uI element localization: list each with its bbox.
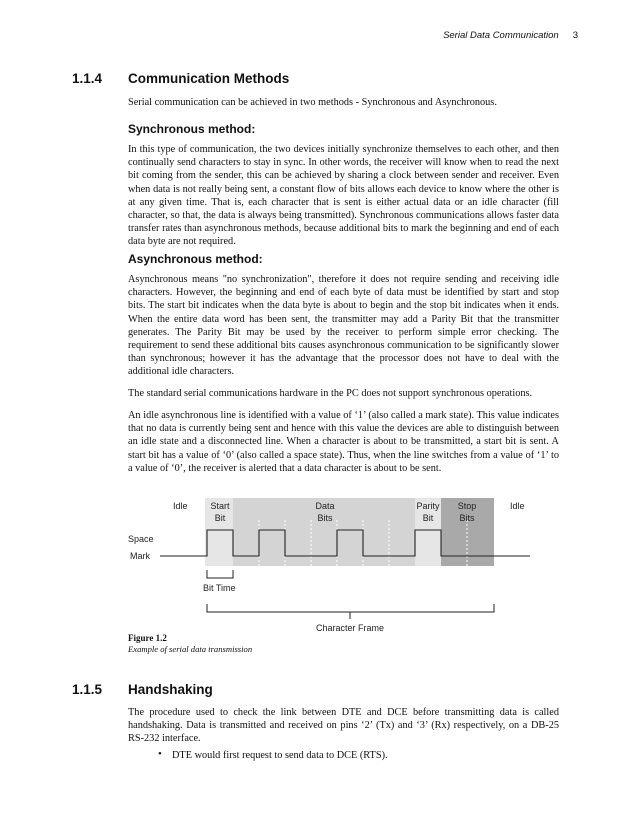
character-frame-bracket (207, 604, 494, 612)
label-idle-left: Idle (173, 501, 188, 511)
figure-caption: Example of serial data transmission (128, 644, 253, 654)
bullet-item: DTE would first request to send data to DCE (RTS). (172, 750, 388, 761)
async-heading: Asynchronous method: (128, 252, 263, 266)
label-stop-bits: Bits (459, 513, 475, 523)
label-data-bits: Bits (317, 513, 333, 523)
label-character-frame: Character Frame (316, 623, 385, 633)
section-number: 1.1.4 (72, 71, 103, 86)
header-title: Serial Data Communication (443, 30, 559, 41)
label-space: Space (128, 534, 154, 544)
figure-title: Figure 1.2 (128, 633, 167, 643)
async-paragraph-2: The standard serial communications hardware in the PC does not support synchronous operations. (128, 388, 533, 399)
section-title: Communication Methods (128, 71, 290, 86)
sync-heading: Synchronous method: (128, 122, 256, 136)
label-start: Start (210, 501, 230, 511)
section-intro: Serial communication can be achieved in two methods - Synchronous and Asynchronous. (128, 97, 497, 108)
section-title-2: Handshaking (128, 682, 213, 697)
label-mark: Mark (130, 551, 150, 561)
label-start-bit: Bit (214, 513, 226, 523)
handshaking-paragraph: The procedure used to check the link between DTE and DCE before transmitting data is called handshaking. Data is transmitted and received on pins ‘2’ (Tx) and ‘3’ (Rx) respectively, on a DB-25 RS-232 interface. (128, 707, 559, 745)
label-bit-time: Bit Time (203, 583, 236, 593)
label-data: Data (315, 501, 335, 511)
label-parity-bit: Bit (422, 513, 434, 523)
async-paragraph-1: Asynchronous means "no synchronization", therefore it does not require sending and receiving idle characters. However, the beginning and end of each byte of data must be identified by start and stop bits. The start bit indicates when the data byte is about to begin and the stop bit indicates when it ends. When the entire data word has been sent, the transmitter may add a Parity Bit that the transmitter generates. The Parity Bit may be used by the receiver to perform simple error checking. The requirement to send these additional bits causes asynchronous communication to be significantly slower than synchronous; however it has the advantage that the processor does not have to deal with the additional idle characters. (128, 274, 559, 378)
section-number-2: 1.1.5 (72, 682, 103, 697)
label-stop: Stop (457, 501, 477, 511)
bullet-icon: • (158, 748, 162, 760)
sync-paragraph: In this type of communication, the two devices initially synchronize themselves to each other, and then continually send characters to stay in sync. In other words, the receiver will know when to read the next bit coming from the sender, this can be achieved by sharing a clock between sender and receiver. Even when data is not really being sent, a constant flow of bits allows each device to know where the other is at any given time. That is, each character that is sent is either actual data or an idle character (fill character, so that, the data is always being transmitted). Synchronous communications allows faster data transfer rates than asynchronous methods, because additional bits to mark the beginning and end of each data byte are not required. (128, 144, 559, 248)
bit-time-bracket (207, 570, 233, 578)
label-parity: Parity (416, 501, 440, 511)
async-paragraph-3: An idle asynchronous line is identified with a value of ‘1’ (also called a mark state). This value indicates that no data is currently being sent and hence with this value the devices are able to distinguish between an idle state and a disconnected line. When a character is about to be transmitted, a start bit is sent. A start bit has a value of ‘0’ (also called a space state). Thus, when the line switches from a value of ‘1’ to a value of ‘0’, the receiver is alerted that a data character is about to be sent. (128, 410, 559, 474)
label-idle-right: Idle (510, 501, 525, 511)
page-number: 3 (572, 30, 578, 41)
